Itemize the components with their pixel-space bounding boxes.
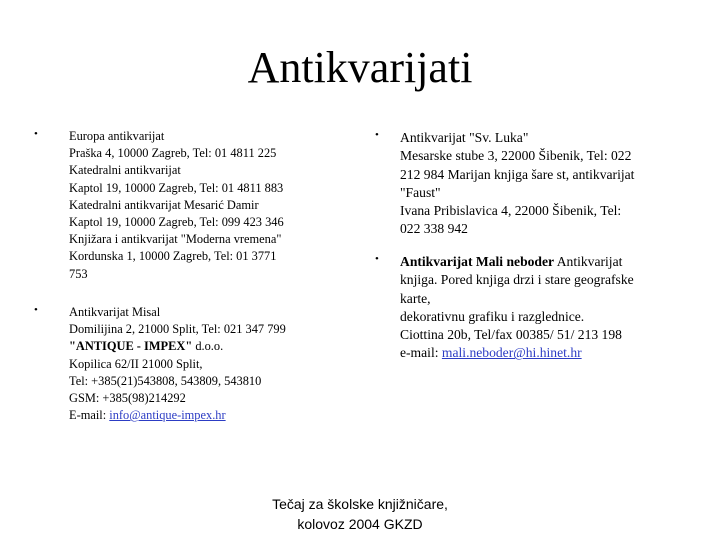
text-line (69, 407, 286, 424)
bullet: • (375, 129, 379, 141)
left-column (34, 128, 364, 423)
list-item-text (400, 129, 634, 239)
text-line: Antikvarijat Misal (69, 305, 161, 319)
text-line: Kopilica 62/II 21000 Split, (69, 356, 203, 371)
email-label: e-mail: (400, 345, 442, 361)
text-line: Praška 4, 10000 Zagreb, Tel: 01 4811 225 (69, 146, 277, 161)
list-item-text (69, 304, 286, 424)
text-line: "Faust" (400, 184, 441, 200)
footer-line: kolovoz 2004 GKZD (297, 516, 423, 532)
text-line: Knjižara i antikvarijat "Moderna vremena" (69, 232, 282, 247)
list-item-text (400, 253, 634, 363)
slide-title: Antikvarijati (247, 43, 473, 92)
text-line (400, 344, 634, 362)
text-line: Kaptol 19, 10000 Zagreb, Tel: 099 423 346 (69, 215, 284, 230)
text-line (69, 338, 286, 355)
right-column (375, 129, 705, 361)
footer (0, 494, 720, 534)
text-line: 022 338 942 (400, 221, 468, 237)
text-line: knjiga. Pored knjiga drzi i stare geografske (400, 272, 634, 288)
text-line: Katedralni antikvarijat Mesarić Damir (69, 197, 259, 212)
bullet: • (34, 128, 38, 140)
bullet: • (34, 304, 38, 316)
list-item-text (69, 128, 284, 283)
email-label: E-mail: (69, 408, 110, 423)
list-item-zagreb (34, 128, 364, 304)
list-item-sibenik (375, 129, 705, 253)
text-line: GSM: +385(98)214292 (69, 391, 186, 406)
text-line: Kaptol 19, 10000 Zagreb, Tel: 01 4811 883 (69, 180, 284, 195)
shop-name: Antikvarijat Mali neboder (400, 254, 555, 269)
text-line (400, 253, 634, 271)
shop-suffix: Antikvarijat (554, 254, 623, 269)
bullet: • (375, 253, 379, 265)
text-line: Europa antikvarijat (69, 129, 165, 143)
email-link[interactable]: mali.neboder@hi.hinet.hr (441, 345, 582, 361)
footer-line: Tečaj za školske knjižničare, (272, 496, 448, 512)
company-suffix: d.o.o. (192, 339, 224, 354)
text-line: Antikvarijat "Sv. Luka" (400, 130, 529, 145)
text-line: 212 984 Marijan knjiga šare st, antikvarijat (400, 166, 635, 182)
text-line: Ciottina 20b, Tel/fax 00385/ 51/ 213 198 (400, 327, 622, 343)
text-line: dekorativnu grafiku i razglednice. (400, 308, 585, 324)
text-line: Domilijina 2, 21000 Split, Tel: 021 347 799 (69, 322, 286, 337)
text-line: 753 (69, 266, 88, 281)
text-line: Kordunska 1, 10000 Zagreb, Tel: 01 3771 (69, 249, 277, 264)
text-line: Mesarske stube 3, 22000 Šibenik, Tel: 022 (400, 148, 632, 164)
text-line: Katedralni antikvarijat (69, 163, 181, 178)
company-name: "ANTIQUE - IMPEX" (69, 339, 193, 354)
email-link[interactable]: info@antique-impex.hr (109, 408, 226, 423)
text-line: Tel: +385(21)543808, 543809, 543810 (69, 373, 262, 388)
text-line: Ivana Pribislavica 4, 22000 Šibenik, Tel: (400, 203, 622, 219)
text-line: karte, (400, 290, 431, 306)
